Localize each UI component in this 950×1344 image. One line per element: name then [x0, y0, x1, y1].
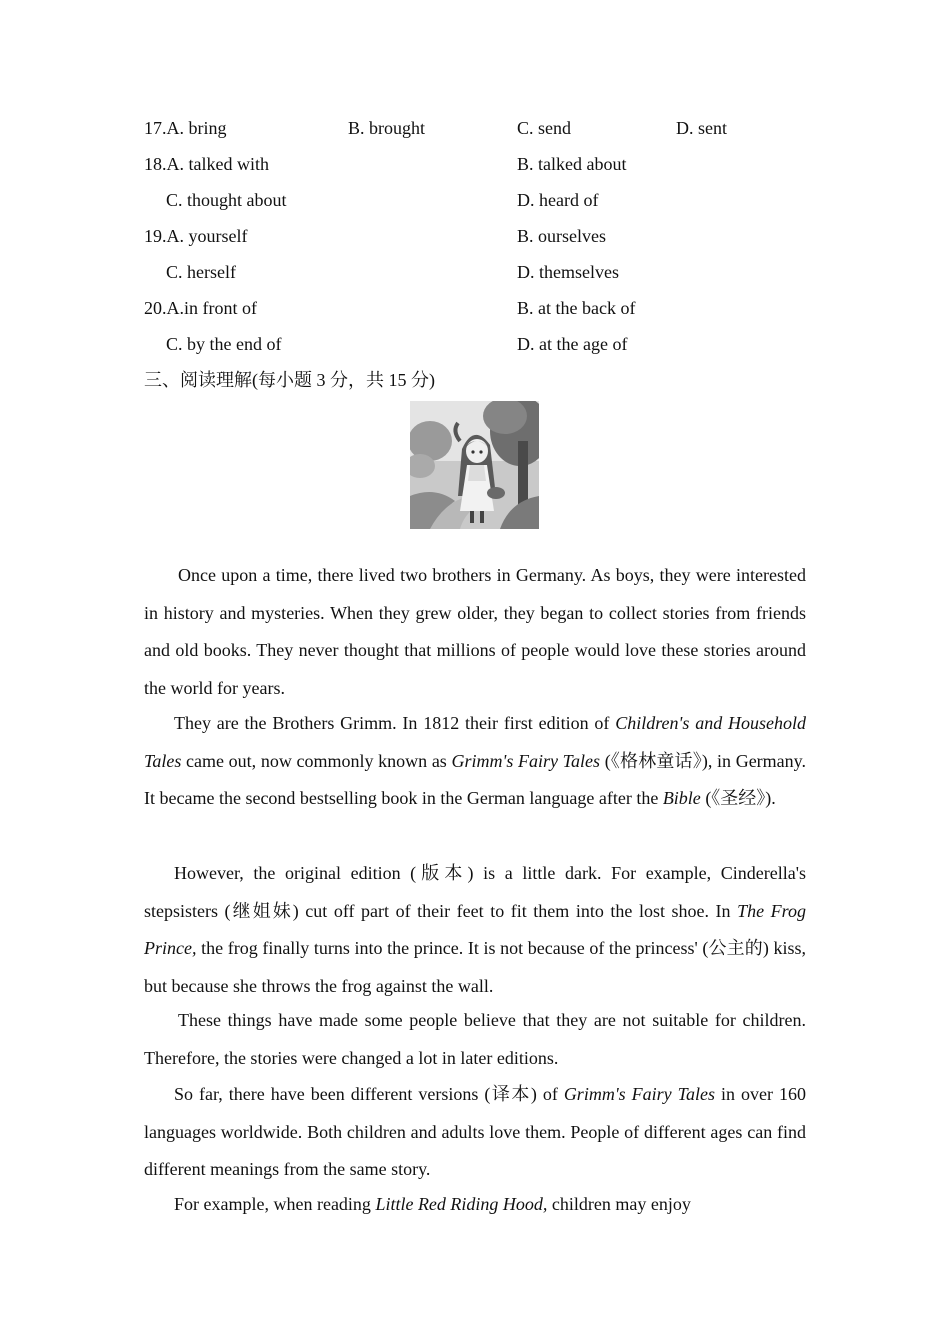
- option-a: A. bring: [166, 118, 227, 138]
- question-number: 18.: [144, 154, 167, 174]
- option-c: C. send: [517, 118, 571, 138]
- option-b: B. ourselves: [517, 226, 606, 246]
- question-number: 20.: [144, 298, 167, 318]
- passage-paragraph-5: [144, 1076, 806, 1189]
- text-span: They are the Brothers Grimm. In 1812 their first edition of: [174, 713, 616, 733]
- book-title: Grimm's Fairy Tales: [563, 1084, 716, 1104]
- question-18: [144, 152, 269, 176]
- question-17: [144, 116, 227, 140]
- book-title: Bible: [662, 788, 701, 808]
- passage-paragraph-2: [144, 705, 806, 818]
- question-19: [144, 224, 247, 248]
- text-span: So far, there have been different versions (译本) of: [174, 1084, 564, 1104]
- story-title: The Frog Prince,: [144, 900, 806, 958]
- option-a: A.in front of: [166, 298, 257, 318]
- option-b: B. at the back of: [517, 298, 636, 318]
- section-title: 三、阅读理解(每小题 3 分，共 15 分): [144, 370, 435, 390]
- option-d: D. sent: [676, 118, 727, 138]
- text-span: (《格林童话》), in Germany. It became the second bestselling book in the German language after the: [144, 750, 806, 808]
- passage-paragraph-1: Once upon a time, there lived two brothers in Germany. As boys, they were interested in history and mysteries. When they grew older, they began to collect stories from friends and old books. They never thought that millions of people would love these stories around the world for years.: [144, 565, 806, 698]
- text-span: However, the original edition (版本) is a little dark. For example, Cinderella's stepsisters (继姐妹) cut off part of their feet to fit them into the lost shoe. In: [144, 863, 806, 921]
- girl-in-hood-illustration: [410, 401, 539, 529]
- book-title: Grimm's Fairy Tales: [451, 750, 601, 771]
- question-number: 17.: [144, 118, 167, 138]
- text-span: came out, now commonly known as: [181, 750, 452, 771]
- story-title: Little Red Riding Hood,: [375, 1194, 548, 1214]
- option-d: D. at the age of: [517, 334, 628, 354]
- option-a: A. yourself: [166, 226, 248, 246]
- passage-paragraph-4: These things have made some people believe that they are not suitable for children. Therefore, the stories were changed a lot in later editions.: [144, 1010, 806, 1068]
- option-b: B. talked about: [517, 154, 627, 174]
- text-span: children may enjoy: [547, 1194, 691, 1214]
- passage-paragraph-6: [144, 1186, 806, 1224]
- passage-paragraph-3: [144, 855, 806, 1005]
- text-span: in over 160 languages worldwide. Both children and adults love them. People of different ages can find different meanings from the same story.: [144, 1084, 806, 1179]
- text-span: For example, when reading: [174, 1194, 376, 1214]
- text-span: the frog finally turns into the prince. It is not because of the princess' (公主的) kiss, but because she throws the frog against the wall.: [144, 938, 806, 996]
- question-20: [144, 296, 257, 320]
- option-d: D. themselves: [517, 262, 619, 282]
- text-span: (《圣经》).: [700, 788, 776, 808]
- option-c: C. herself: [166, 262, 236, 282]
- option-a: A. talked with: [166, 154, 269, 174]
- option-b: B. brought: [348, 118, 426, 138]
- option-c: C. thought about: [166, 190, 287, 210]
- question-number: 19.: [144, 226, 167, 246]
- option-c: C. by the end of: [166, 334, 282, 354]
- book-title: Children's and Household Tales: [144, 713, 806, 771]
- option-d: D. heard of: [517, 190, 599, 210]
